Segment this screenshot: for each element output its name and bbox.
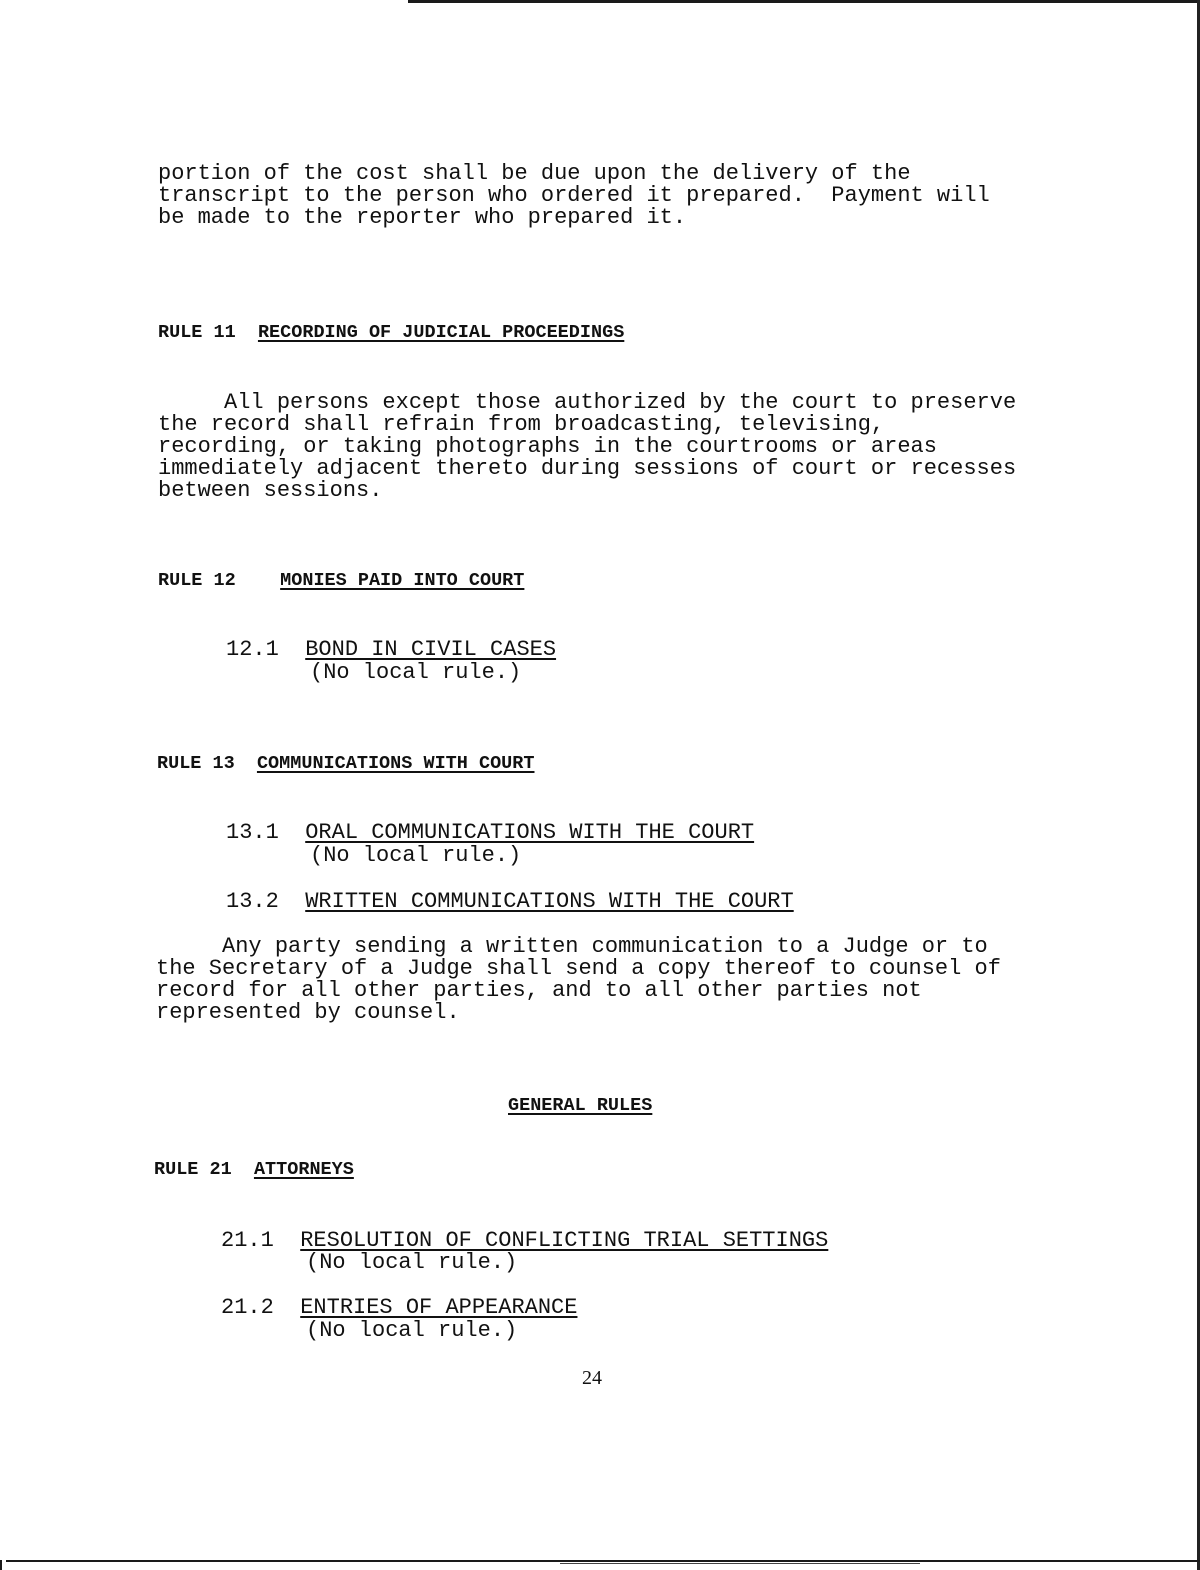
subsection-21-1	[221, 1230, 828, 1252]
text-line: recording, or taking photographs in the courtrooms or areas	[158, 434, 937, 459]
text-line: represented by counsel.	[156, 1000, 460, 1025]
rule-title: RECORDING OF JUDICIAL PROCEEDINGS	[257, 322, 625, 343]
rule-number: RULE 11	[158, 322, 236, 343]
subsection-title: ENTRIES OF APPEARANCE	[300, 1295, 578, 1320]
text-line: between sessions.	[158, 478, 383, 503]
rule-title: ATTORNEYS	[253, 1159, 354, 1180]
rule-11-heading	[158, 322, 624, 344]
text-line: record for all other parties, and to all other parties not	[156, 978, 922, 1003]
text-line: Any party sending a written communication to a Judge or to	[156, 934, 988, 959]
rule-number: RULE 12	[158, 570, 236, 591]
subsection-21-2	[221, 1297, 577, 1319]
rule-13-body	[156, 936, 1001, 1024]
subsection-13-2	[226, 891, 794, 913]
general-rules-heading	[508, 1095, 652, 1117]
scan-edge-top	[408, 0, 1200, 3]
scan-edge-bottom-tick	[0, 1560, 2, 1570]
rule-21-heading	[154, 1159, 354, 1181]
rule-11-body	[158, 392, 1016, 502]
rule-number: RULE 21	[154, 1159, 232, 1180]
subsection-12-1	[226, 639, 556, 661]
text-line: the record shall refrain from broadcasting, televising,	[158, 412, 885, 437]
scan-edge-bottom-line	[6, 1560, 1200, 1562]
rule-title: MONIES PAID INTO COURT	[280, 570, 525, 591]
rule-13-heading	[157, 753, 534, 775]
subsection-title: ORAL COMMUNICATIONS WITH THE COURT	[305, 820, 755, 845]
page-number: 24	[582, 1367, 602, 1389]
text-line: transcript to the person who ordered it prepared. Payment will	[158, 183, 990, 208]
rule-12-heading	[158, 570, 524, 592]
subsection-number: 12.1	[226, 637, 279, 662]
subsection-21-2-note: (No local rule.)	[306, 1318, 518, 1343]
text-line: the Secretary of a Judge shall send a copy thereof to counsel of	[156, 956, 1001, 981]
subsection-number: 21.2	[221, 1295, 274, 1320]
subsection-13-1	[226, 822, 754, 844]
rule-title: COMMUNICATIONS WITH COURT	[256, 753, 535, 774]
text-line: portion of the cost shall be due upon the delivery of the	[158, 161, 911, 186]
scan-edge-bottom	[0, 1552, 1200, 1570]
subsection-21-1-note: (No local rule.)	[306, 1250, 518, 1275]
scan-edge-bottom-faint-line	[560, 1563, 920, 1564]
subsection-number: 13.2	[226, 889, 279, 914]
subsection-12-1-note: (No local rule.)	[310, 660, 522, 685]
text-line: immediately adjacent thereto during sessions of court or recesses	[158, 456, 1017, 481]
rule-number: RULE 13	[157, 753, 235, 774]
text-line: All persons except those authorized by the court to preserve	[158, 390, 1017, 415]
subsection-title: RESOLUTION OF CONFLICTING TRIAL SETTINGS	[300, 1228, 829, 1253]
text-line: be made to the reporter who prepared it.	[158, 205, 687, 230]
section-title: GENERAL RULES	[508, 1095, 653, 1116]
subsection-number: 13.1	[226, 820, 279, 845]
continuation-paragraph	[158, 163, 990, 229]
subsection-title: BOND IN CIVIL CASES	[305, 637, 557, 662]
subsection-title: WRITTEN COMMUNICATIONS WITH THE COURT	[305, 889, 794, 914]
subsection-number: 21.1	[221, 1228, 274, 1253]
subsection-13-1-note: (No local rule.)	[310, 843, 522, 868]
